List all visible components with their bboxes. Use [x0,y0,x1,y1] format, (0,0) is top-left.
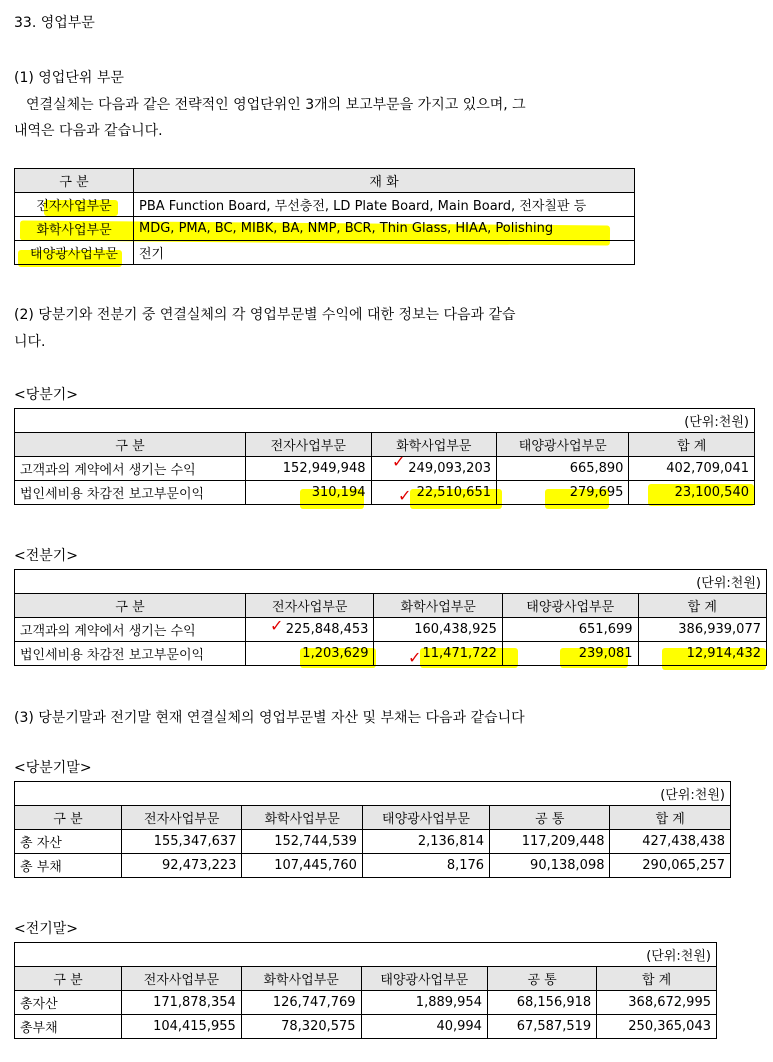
cell-value: 249,093,203 [371,457,497,481]
segment-goods: 전기 [134,241,635,265]
table-row [15,481,755,505]
check-mark-icon: ✓ [408,648,422,667]
segment-goods: MDG, PMA, BC, MIBK, BA, NMP, BCR, Thin Glass, HIAA, Polishing [134,217,635,241]
table-row [15,854,731,878]
table-row [15,217,635,241]
cell-value: 310,194 [246,481,372,505]
cell-value: 290,065,257 [610,854,731,878]
cell-value: 11,471,722 [374,642,502,666]
row-label: 총 자산 [15,830,122,854]
col-header: 태양광사업부문 [497,433,629,457]
sub2-line1: (2) 당분기와 전분기 중 연결실체의 각 영업부문별 수익에 대한 정보는 다음과 같습 [14,307,516,323]
current-quarter-end-table [14,781,731,878]
col-header: 구 분 [15,806,122,830]
unit-label: (단위:천원) [15,782,731,806]
prior-year-end-table [14,942,717,1039]
cell-value: 239,081 [502,642,638,666]
col-header: 태양광사업부문 [361,967,487,991]
check-mark-icon: ✓ [270,616,284,635]
segment-name: 태양광사업부문 [15,241,134,265]
row-label: 고객과의 계약에서 생기는 수익 [15,457,246,481]
cell-value: 78,320,575 [241,1015,361,1039]
cell-value: 386,939,077 [638,618,766,642]
cell-value: 2,136,814 [362,830,489,854]
prior-quarter-table [14,569,767,666]
cell-value: 250,365,043 [597,1015,717,1039]
cell-value: 665,890 [497,457,629,481]
table-row [15,991,717,1015]
cell-value: 152,949,948 [246,457,372,481]
cell-value: 651,699 [502,618,638,642]
col-header: 구 분 [15,169,134,193]
col-header: 구 분 [15,433,246,457]
col-header: 전자사업부문 [246,433,372,457]
cell-value: 90,138,098 [490,854,610,878]
col-header: 구 분 [15,967,122,991]
col-header: 재 화 [134,169,635,193]
col-header: 합 계 [638,594,766,618]
sub2-line2: 니다. [14,334,46,350]
cell-value: 279,695 [497,481,629,505]
table-row [15,241,635,265]
cell-value: 40,994 [361,1015,487,1039]
cell-value: 1,203,629 [246,642,374,666]
section-title: 33. 영업부문 [14,15,95,31]
unit-label: (단위:천원) [15,943,717,967]
cell-value: 155,347,637 [122,830,242,854]
cell-value: 8,176 [362,854,489,878]
cell-value: 1,889,954 [361,991,487,1015]
cell-value: 368,672,995 [597,991,717,1015]
table-row [15,1015,717,1039]
segment-name: 전자사업부문 [15,193,134,217]
col-header: 태양광사업부문 [502,594,638,618]
col-header: 전자사업부문 [122,806,242,830]
cell-value: 117,209,448 [490,830,610,854]
sub3-line1: (3) 당분기말과 전기말 현재 연결실체의 영업부문별 자산 및 부채는 다음과 같습니다 [14,710,525,726]
cell-value: 427,438,438 [610,830,731,854]
cell-value: 92,473,223 [122,854,242,878]
caption-current-quarter-end: <당분기말> [14,760,92,776]
segment-table [14,168,635,265]
cell-value: 402,709,041 [629,457,755,481]
col-header: 태양광사업부문 [362,806,489,830]
segment-goods: PBA Function Board, 무선충전, LD Plate Board, Main Board, 전자칠판 등 [134,193,635,217]
col-header: 공 통 [487,967,596,991]
cell-value: 160,438,925 [374,618,502,642]
row-label: 총 부채 [15,854,122,878]
current-quarter-table [14,408,755,505]
cell-value: 67,587,519 [487,1015,596,1039]
col-header: 합 계 [597,967,717,991]
table-row [15,830,731,854]
sub1-line1: 연결실체는 다음과 같은 전략적인 영업단위인 3개의 보고부문을 가지고 있으며, 그 [26,97,526,113]
cell-value: 23,100,540 [629,481,755,505]
unit-label: (단위:천원) [15,570,767,594]
col-header: 공 통 [490,806,610,830]
row-label: 법인세비용 차감전 보고부문이익 [15,481,246,505]
table-row [15,193,635,217]
cell-value: 22,510,651 [371,481,497,505]
caption-prior-quarter: <전분기> [14,548,79,564]
caption-prior-year-end: <전기말> [14,921,79,937]
row-label: 총자산 [15,991,122,1015]
col-header: 화학사업부문 [241,967,361,991]
cell-value: 171,878,354 [122,991,242,1015]
check-mark-icon: ✓ [392,452,406,471]
cell-value: 104,415,955 [122,1015,242,1039]
col-header: 합 계 [629,433,755,457]
sub1-line2: 내역은 다음과 같습니다. [14,123,163,139]
check-mark-icon: ✓ [398,486,412,505]
row-label: 총부채 [15,1015,122,1039]
col-header: 화학사업부문 [242,806,362,830]
table-row [15,457,755,481]
unit-label: (단위:천원) [15,409,755,433]
col-header: 화학사업부문 [371,433,497,457]
cell-value: 12,914,432 [638,642,766,666]
col-header: 화학사업부문 [374,594,502,618]
caption-current-quarter: <당분기> [14,387,79,403]
cell-value: 225,848,453 [246,618,374,642]
row-label: 고객과의 계약에서 생기는 수익 [15,618,246,642]
cell-value: 68,156,918 [487,991,596,1015]
cell-value: 107,445,760 [242,854,362,878]
col-header: 구 분 [15,594,246,618]
cell-value: 152,744,539 [242,830,362,854]
col-header: 전자사업부문 [246,594,374,618]
row-label: 법인세비용 차감전 보고부문이익 [15,642,246,666]
table-row [15,618,767,642]
col-header: 합 계 [610,806,731,830]
cell-value: 126,747,769 [241,991,361,1015]
sub1-heading: (1) 영업단위 부문 [14,70,124,86]
table-row [15,642,767,666]
segment-name: 화학사업부문 [15,217,134,241]
col-header: 전자사업부문 [122,967,242,991]
